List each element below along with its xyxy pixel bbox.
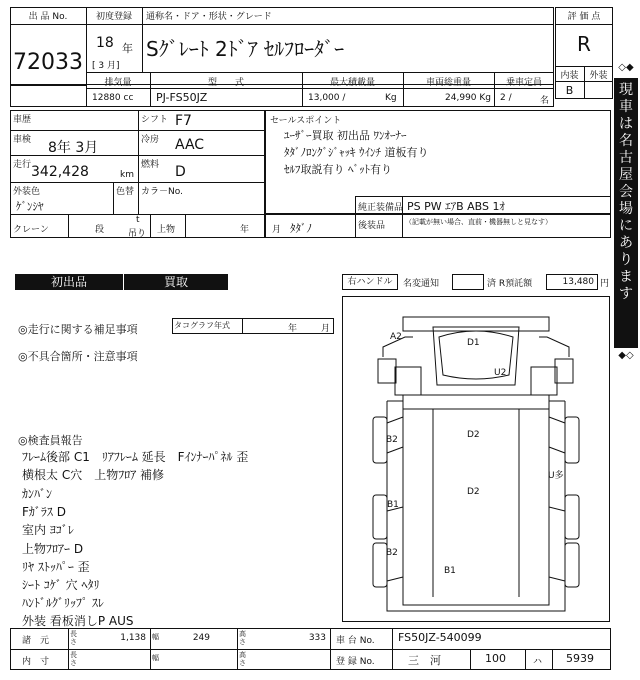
inspector-report-line: ｶﾝﾊﾞﾝ <box>22 487 53 501</box>
grade-value: R <box>577 32 591 56</box>
inspector-report-line: ﾌﾚｰﾑ後部 C1 ﾘｱﾌﾚｰﾑ 延長 Fｲﾝﾅｰﾊﾟﾈﾙ 歪 <box>22 450 249 464</box>
width-value: 249 <box>192 633 210 643</box>
purchase-tag: 買取 <box>124 274 228 290</box>
height-value: 333 <box>308 633 326 643</box>
sales-point-title: セールスポイント <box>270 116 342 126</box>
mileage-value: 342,428 <box>31 164 89 180</box>
length-label: 長さ <box>70 630 77 646</box>
equipment-value: PS PW ｴｱB ABS 1ｵ <box>407 200 506 213</box>
inspector-report-title: ◎検査員報告 <box>18 434 83 447</box>
exterior-grade-label: 外装 <box>589 71 608 81</box>
inspection-value: 8年 3月 <box>48 140 99 156</box>
tachograph-year-unit: 年 <box>288 324 298 334</box>
upper-year-unit: 年 <box>240 225 250 235</box>
gross-weight-value: 24,990 Kg <box>445 93 491 103</box>
max-load-label: 最大積載量 <box>329 78 375 88</box>
first-reg-year: 18 <box>96 35 114 51</box>
damage-mark: D2 <box>467 430 480 440</box>
tachograph-month-unit: 月 <box>321 324 331 334</box>
interior-height-label: 高さ <box>239 651 246 667</box>
side-banner-bottom-mark: ◆◇ <box>618 350 634 361</box>
car-name-label: 通称名・ドア・形状・グレード <box>146 12 272 22</box>
name-change-box <box>452 274 484 290</box>
crane-hoist-label: 吊り <box>128 229 147 239</box>
inspector-report-line: ﾊﾝﾄﾞﾙｸﾞﾘｯﾌﾟ ｽﾚ <box>22 596 104 610</box>
damage-mark: A2 <box>390 332 402 342</box>
damage-mark: D2 <box>467 487 480 497</box>
lot-number: 72033 <box>13 50 83 75</box>
registration-label: 登 録 No. <box>336 657 375 667</box>
shift-value: F7 <box>175 113 192 129</box>
registration-kana: ハ <box>533 657 543 667</box>
interior-dimensions-label: 内 寸 <box>22 657 50 667</box>
inspector-report-line: ｼｰﾄ ｺｹﾞ 穴 ﾍﾀﾘ <box>22 578 100 592</box>
damage-mark: B2 <box>386 435 398 445</box>
car-name: Sｸﾞﾚｰﾄ 2ﾄﾞｱ ｾﾙﾌﾛｰﾀﾞｰ <box>146 37 345 61</box>
mileage-label: 走行 <box>13 160 32 170</box>
damage-mark: B1 <box>387 500 399 510</box>
fuel-value: D <box>175 164 186 180</box>
equipment-label: 純正装備品 <box>358 203 404 213</box>
first-reg-year-unit: 年 <box>122 42 133 55</box>
driving-notes-title: ◎走行に関する補足事項 <box>18 323 138 336</box>
width-label: 幅 <box>152 633 159 641</box>
inspector-report-line: ﾘﾔ ｽﾄｯﾊﾟｰ 歪 <box>22 560 90 574</box>
side-banner <box>614 62 638 362</box>
displacement-value: 12880 cc <box>92 93 134 103</box>
inspector-report-line: 横根太 C穴 上物ﾌﾛｱ 補修 <box>22 468 165 482</box>
ext-color-label: 外装色 <box>13 187 41 197</box>
inspector-report-line: 室内 ﾖｺﾞﾚ <box>22 523 74 537</box>
color-no-label: カラ－No. <box>141 187 183 197</box>
defect-notes-title: ◎不具合箇所・注意事項 <box>18 350 138 363</box>
damage-mark: U多 <box>548 471 564 481</box>
mileage-unit: km <box>120 170 134 180</box>
crane-steps-unit: 段 <box>95 225 105 235</box>
registration-number: 5939 <box>566 652 594 665</box>
fuel-label: 燃料 <box>141 160 160 170</box>
aircon-value: AAC <box>175 137 205 153</box>
inspector-report-line: 外装 看板消しP AUS <box>22 614 134 628</box>
recycle-label: 済 R預託額 <box>487 279 533 289</box>
aftermarket-label: 後装品 <box>358 221 386 231</box>
lot-number-label: 出 品 No. <box>28 12 68 22</box>
damage-mark: U2 <box>494 368 507 378</box>
recycle-value: 13,480 <box>546 274 598 290</box>
capacity-unit: 名 <box>540 96 550 106</box>
damage-mark: B1 <box>444 566 456 576</box>
grade-label: 評 価 点 <box>567 12 601 22</box>
gross-weight-label: 車両総重量 <box>425 78 471 88</box>
registration-class: 100 <box>485 652 506 665</box>
first-registration-label: 初度登録 <box>95 12 132 22</box>
sales-point-line: ｾﾙﾌ取説有り ﾍﾞｯﾄ有り <box>284 163 392 176</box>
first-reg-month: [ 3 月] <box>92 61 120 71</box>
crane-tons-unit: t <box>136 215 140 225</box>
interior-grade-label: 内装 <box>560 71 579 81</box>
color-change-label: 色替 <box>116 187 135 197</box>
model-label: 型 式 <box>207 78 244 88</box>
upper-month-unit: 月 <box>272 225 282 235</box>
max-load-unit: Kg <box>385 93 397 103</box>
max-load-value: 13,000 / <box>308 93 346 103</box>
inspector-report-line: 上物ﾌﾛｱｰ D <box>22 542 84 556</box>
model-value: PJ-FS50JZ <box>156 91 208 104</box>
history-label: 車歴 <box>13 115 32 125</box>
inspection-label: 車検 <box>13 135 32 145</box>
rhd-label: 右ハンドル <box>342 274 398 290</box>
interior-width-label: 幅 <box>152 654 159 662</box>
inspector-report-line: Fｶﾞﾗｽ D <box>22 505 66 519</box>
damage-mark: B2 <box>386 548 398 558</box>
ext-color-value: ｹﾞﾝｼﾔ <box>16 200 44 213</box>
aftermarket-note: （記載が無い場合、直前・機器無しと見なす） <box>405 218 552 226</box>
capacity-value: 2 / <box>500 93 512 103</box>
interior-grade-value: B <box>565 84 574 97</box>
displacement-label: 排気量 <box>104 78 132 88</box>
first-listing-tag: 初出品 <box>15 274 123 290</box>
interior-length-label: 長さ <box>70 651 77 667</box>
length-value: 1,138 <box>120 633 146 643</box>
tachograph-label: タコグラフ年式 <box>174 321 230 330</box>
aircon-label: 冷房 <box>141 135 160 145</box>
name-change-label: 名変通知 <box>403 279 440 289</box>
shift-label: シフト <box>141 115 169 125</box>
side-banner-top-mark: ◇◆ <box>618 62 634 73</box>
sales-point-line: ﾀﾀﾞﾉﾛﾝｸﾞｼﾞｬｯｷ ｳｲﾝﾁ 道板有り <box>284 146 429 159</box>
registration-region: 三 河 <box>408 654 441 667</box>
recycle-unit: 円 <box>600 279 610 289</box>
dimensions-label: 諸 元 <box>22 636 50 646</box>
chassis-value: FS50JZ-540099 <box>398 631 482 644</box>
chassis-label: 車 台 No. <box>336 636 375 646</box>
capacity-label: 乗車定員 <box>505 78 542 88</box>
lot-bottom <box>10 85 87 107</box>
upper-body-value: ﾀﾀﾞﾉ <box>290 222 312 235</box>
crane-label: クレーン <box>13 225 49 235</box>
height-label: 高さ <box>239 630 246 646</box>
damage-mark: D1 <box>467 338 480 348</box>
sales-point-line: ﾕｰｻﾞｰ買取 初出品 ﾜﾝｵｰﾅｰ <box>284 129 407 142</box>
upper-body-label: 上物 <box>157 225 176 235</box>
side-banner-text: 現車は名古屋会場にあります <box>619 82 633 302</box>
